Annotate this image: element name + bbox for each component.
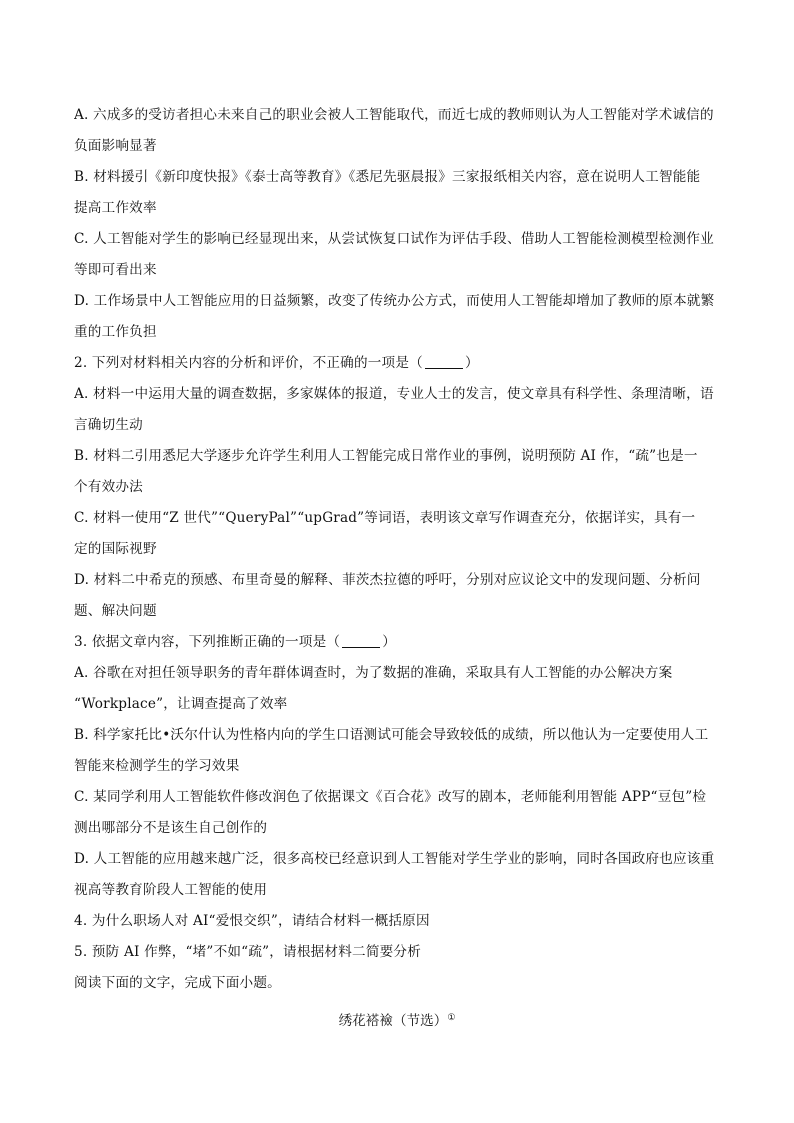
q1-option-b-line-2: 提高工作效率 <box>74 200 157 216</box>
q2-stem <box>74 348 720 379</box>
q2-option-a-line-1: A. 材料一中运用大量的调查数据，多家媒体的报道，专业人士的发言，使文章具有科学性、条理清晰，语 <box>74 386 714 402</box>
answer-blank <box>342 633 380 648</box>
q2-stem-text: 2. 下列对材料相关内容的分析和评价，不正确的一项是（ <box>74 355 423 371</box>
q1-option-a-line-1: A. 六成多的受访者担心未来自己的职业会被人工智能取代，而近七成的教师则认为人工智能对学术诚信的 <box>74 107 714 123</box>
document-page <box>74 100 720 1034</box>
q3-option-a-line-1: A. 谷歌在对担任领导职务的青年群体调查时，为了数据的准确，采取具有人工智能的办公解决方案 <box>74 665 673 681</box>
q2-option-a-line-2: 言确切生动 <box>74 417 143 433</box>
q1-option-d-line-2: 重的工作负担 <box>74 324 157 340</box>
q2-option-d-line-1: D. 材料二中希克的预感、布里奇曼的解释、菲茨杰拉德的呼吁，分别对应议论文中的发现问题、分析问 <box>74 572 701 588</box>
q2-option-c-line-2: 定的国际视野 <box>74 541 157 557</box>
answer-blank <box>425 354 463 369</box>
q3-option-d-line-2: 视高等教育阶段人工智能的使用 <box>74 882 268 898</box>
reading-instruction: 阅读下面的文字，完成下面小题。 <box>74 975 281 991</box>
q1-option-c-line-2: 等即可看出来 <box>74 262 157 278</box>
q5-question: 5. 预防 AI 作弊，“堵”不如“疏”，请根据材料二简要分析 <box>74 944 421 960</box>
q3-stem <box>74 627 720 658</box>
q1-option-c-line-1: C. 人工智能对学生的影响已经显现出来，从尝试恢复口试作为评估手段、借助人工智能检测模型检测作业 <box>74 231 714 247</box>
q3-option-b-line-2: 智能来检测学生的学习效果 <box>74 758 240 774</box>
q2-option-b-line-1: B. 材料二引用悉尼大学逐步允许学生利用人工智能完成日常作业的事例，说明预防 AI 作，“疏”也是一 <box>74 448 698 464</box>
q2-stem-close: ） <box>464 355 479 371</box>
q1-option-b-line-1: B. 材料援引《新印度快报》《泰士高等教育》《悉尼先驱晨报》三家报纸相关内容，意在说明人工智能能 <box>74 169 701 185</box>
q2-option-c-line-1: C. 材料一使用“Z 世代”“QueryPal”“upGrad”等词语，表明该文章写作调查充分，依据详实，具有一 <box>74 510 696 526</box>
q3-option-c-line-1: C. 某同学利用人工智能软件修改润色了依据课文《百合花》改写的剧本，老师能利用智能 APP“豆包”检 <box>74 789 707 805</box>
q3-option-c-line-2: 测出哪部分不是该生自己创作的 <box>74 820 268 836</box>
footnote-marker: ① <box>447 1013 456 1023</box>
q3-stem-close: ） <box>382 634 396 650</box>
q1-option-d-line-1: D. 工作场景中人工智能应用的日益频繁，改变了传统办公方式，而使用人工智能却增加了教师的原本就繁 <box>74 293 715 309</box>
section-title-text: 绣花褡襝（节选） <box>338 1013 448 1029</box>
q2-option-d-line-2: 题、解决问题 <box>74 603 157 619</box>
q2-option-b-line-2: 个有效办法 <box>74 479 143 495</box>
q3-stem-text: 3. 依据文章内容，下列推断正确的一项是（ <box>74 634 341 650</box>
q4-question: 4. 为什么职场人对 AI“爱恨交织”，请结合材料一概括原因 <box>74 913 430 929</box>
q3-option-d-line-1: D. 人工智能的应用越来越广泛，很多高校已经意识到人工智能对学生学业的影响，同时各国政府也应该重 <box>74 851 715 867</box>
q1-option-a-line-2: 负面影响显著 <box>74 138 157 154</box>
q3-option-b-line-1: B. 科学家托比•沃尔什认为性格内向的学生口语测试可能会导致较低的成绩，所以他认为一定要使用人工 <box>74 727 709 743</box>
q3-option-a-line-2: “Workplace”，让调查提高了效率 <box>74 696 288 712</box>
section-title <box>74 1003 720 1034</box>
